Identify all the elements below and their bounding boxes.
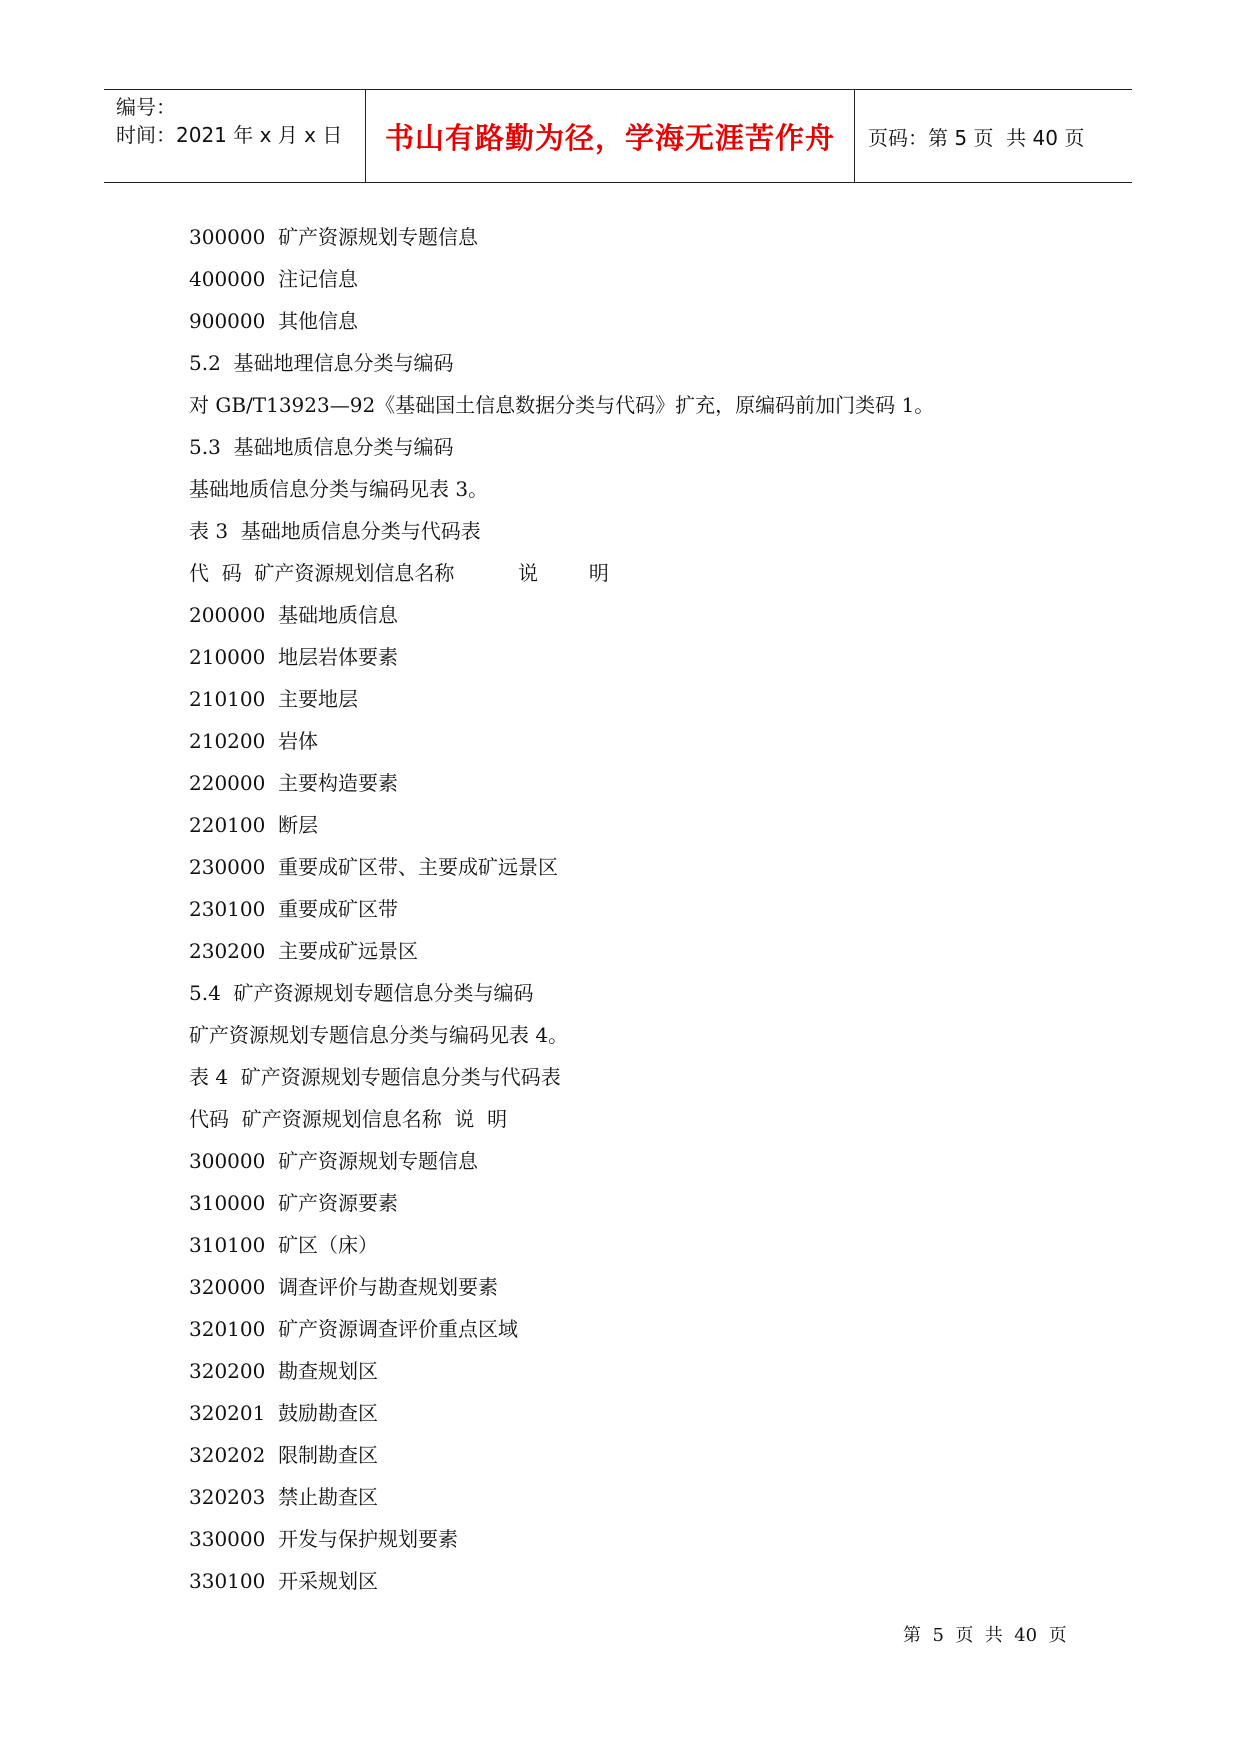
table-row: 320000 调查评价与勘查规划要素	[189, 1275, 499, 1299]
body-line: 300000 矿产资源规划专题信息	[189, 225, 479, 249]
body-line: 对 GB/T13923—92《基础国土信息数据分类与代码》扩充，原编码前加门类码 1。	[189, 393, 935, 417]
table-header: 代 码 矿产资源规划信息名称 说 明	[189, 561, 609, 585]
table-row: 320202 限制勘查区	[189, 1443, 379, 1467]
table-row: 320200 勘查规划区	[189, 1359, 379, 1383]
table-row: 330100 开采规划区	[189, 1569, 379, 1593]
page-header	[104, 89, 1132, 183]
table-row: 330000 开发与保护规划要素	[189, 1527, 459, 1551]
table-row: 210000 地层岩体要素	[189, 645, 399, 669]
document-body	[189, 216, 1069, 1602]
section-heading: 5.3 基础地质信息分类与编码	[189, 435, 454, 459]
table-row: 220000 主要构造要素	[189, 771, 399, 795]
page-footer: 第 5 页 共 40 页	[903, 1625, 1067, 1646]
table-row: 320203 禁止勘查区	[189, 1485, 379, 1509]
section-heading: 5.2 基础地理信息分类与编码	[189, 351, 454, 375]
table-row: 320201 鼓励勘查区	[189, 1401, 379, 1425]
document-time-label: 时间：2021 年 x 月 x 日	[116, 123, 343, 147]
section-heading: 5.4 矿产资源规划专题信息分类与编码	[189, 981, 534, 1005]
table-row: 200000 基础地质信息	[189, 603, 399, 627]
table-row: 320100 矿产资源调查评价重点区域	[189, 1317, 519, 1341]
body-line: 900000 其他信息	[189, 309, 359, 333]
body-line: 400000 注记信息	[189, 267, 359, 291]
table-row: 230200 主要成矿远景区	[189, 939, 419, 963]
body-line: 基础地质信息分类与编码见表 3。	[189, 477, 489, 501]
table-caption: 表 3 基础地质信息分类与代码表	[189, 519, 481, 543]
table-row: 310100 矿区（床）	[189, 1233, 379, 1257]
table-row: 220100 断层	[189, 813, 319, 837]
table-row: 300000 矿产资源规划专题信息	[189, 1149, 479, 1173]
document-number-label: 编号：	[116, 95, 176, 119]
table-header: 代码 矿产资源规划信息名称 说 明	[189, 1107, 508, 1131]
header-motto: 书山有路勤为径，学海无涯苦作舟	[366, 90, 855, 182]
table-row: 310000 矿产资源要素	[189, 1191, 399, 1215]
body-line: 矿产资源规划专题信息分类与编码见表 4。	[189, 1023, 569, 1047]
header-page-number: 页码：第 5 页 共 40 页	[868, 125, 1085, 150]
table-caption: 表 4 矿产资源规划专题信息分类与代码表	[189, 1065, 561, 1089]
table-row: 210100 主要地层	[189, 687, 359, 711]
table-row: 230000 重要成矿区带、主要成矿远景区	[189, 855, 559, 879]
header-info	[104, 90, 366, 182]
table-row: 210200 岩体	[189, 729, 319, 753]
table-row: 230100 重要成矿区带	[189, 897, 399, 921]
